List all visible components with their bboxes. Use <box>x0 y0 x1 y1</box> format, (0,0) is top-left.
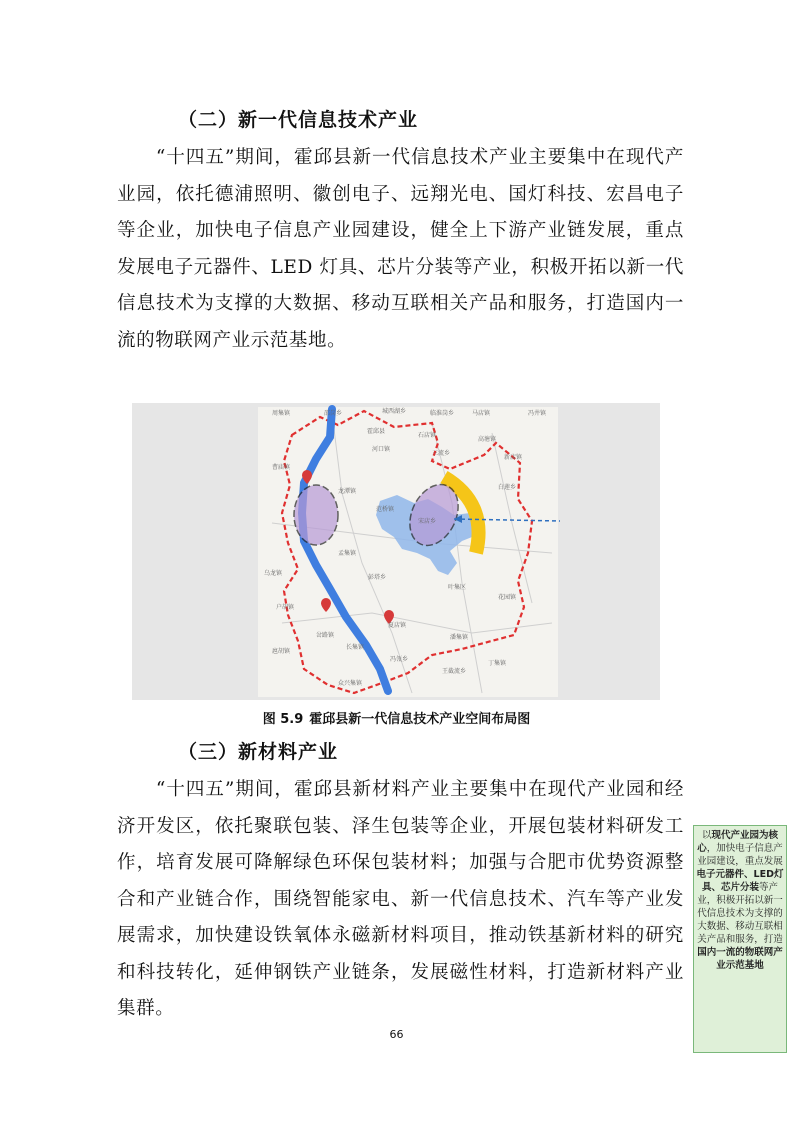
map-place-label: 城西湖乡 <box>382 408 407 415</box>
map-place-label: 高塘镇 <box>478 436 497 443</box>
map-place-label: 石店镇 <box>418 432 437 439</box>
map-background <box>258 407 558 697</box>
map-place-label: 临淮岗乡 <box>430 410 455 417</box>
map-place-label: 众兴集镇 <box>338 680 363 687</box>
map-place-label: 白莲乡 <box>498 484 517 491</box>
map-place-label: 河口镇 <box>372 446 391 453</box>
focus-ellipse-west <box>294 485 338 545</box>
map-place-label: 三流乡 <box>432 450 451 457</box>
map-place-label: 冯瓴乡 <box>390 656 409 663</box>
map-place-label: 丁集镇 <box>488 660 507 667</box>
annotation-bold-2: 电子元器件、LED灯具、芯片分装 <box>696 869 784 893</box>
section-heading-materials: （三）新材料产业 <box>178 741 339 763</box>
map-place-label: 龙潭镇 <box>338 488 357 495</box>
paragraph-new-materials: “十四五”期间，霍邱县新材料产业主要集中在现代产业园和经济开发区，依托聚联包装、泽生包装等企业，开展包装材料研发工作，培育发展可降解绿色环保包装材料；加强与合肥市优势资源整合和产业链合作，围绕智能家电、新一代信息技术、汽车等产业发展需求，加快建设铁氧体永磁新材料项目，推动铁基新材料的研究和科技转化，延伸钢铁产业链条，发展磁性材料，打造新材料产业集群。 <box>117 779 684 1019</box>
map-svg <box>132 403 660 700</box>
map-place-label: 新店镇 <box>504 454 523 461</box>
map-place-label: 潘集镇 <box>450 634 469 641</box>
map-place-label: 彭塔乡 <box>368 574 387 581</box>
paragraph-it-industry: “十四五”期间，霍邱县新一代信息技术产业主要集中在现代产业园，依托德浦照明、徽创电子、远翔光电、国灯科技、宏昌电子等企业，加快电子信息产业园建设，健全上下游产业链发展，重点发展电子元器件、LED 灯具、芯片分装等产业，积极开拓以新一代信息技术为支撑的大数据、移动互联相关产品和服务，打造国内一流的物联网产业示范基地。 <box>117 147 684 351</box>
map-place-label: 叶集区 <box>448 584 467 591</box>
figure-number: 图 5.9 <box>262 712 304 727</box>
map-place-label: 马店镇 <box>472 410 491 417</box>
figure-title: 霍邱县新一代信息技术产业空间布局图 <box>309 712 531 727</box>
map-place-label: 花园镇 <box>498 594 517 601</box>
figure-caption <box>0 708 793 727</box>
map-place-label: 王截流乡 <box>442 668 467 675</box>
map-place-label: 夏店镇 <box>388 622 407 629</box>
map-place-label: 宋店乡 <box>418 518 437 525</box>
section-heading-it: （二）新一代信息技术产业 <box>178 109 419 131</box>
map-place-label: 岔路镇 <box>316 632 335 639</box>
map-place-label: 范桥镇 <box>376 506 395 513</box>
map-place-label: 冯井镇 <box>528 410 547 417</box>
annotation-bold-1: 现代产业园为核心 <box>697 830 779 854</box>
map-place-label: 扈胡镇 <box>272 648 291 655</box>
map-place-label: 邵岗乡 <box>324 410 343 417</box>
page-number: 66 <box>389 1028 404 1041</box>
map-place-label: 户胡镇 <box>276 604 295 611</box>
annotation-text-2: ，加快电子信息产业园建设，重点发展 <box>697 843 783 867</box>
annotation-text-3: 等产业，积极开拓以新一代信息技术为支撑的大数据、移动互联相关产品和服务，打造 <box>697 882 783 945</box>
map-place-label: 孟集镇 <box>338 550 357 557</box>
map-place-label: 长集镇 <box>346 644 365 651</box>
map-place-label: 曹庙镇 <box>272 464 291 471</box>
map-place-label: 乌龙镇 <box>264 570 283 577</box>
annotation-callout <box>693 825 787 1053</box>
map-place-label: 霍邱县 <box>367 428 386 435</box>
map-place-label: 周集镇 <box>272 410 291 417</box>
annotation-text-1: 以 <box>701 830 712 841</box>
annotation-bold-3: 国内一流的物联网产业示范基地 <box>697 947 783 971</box>
